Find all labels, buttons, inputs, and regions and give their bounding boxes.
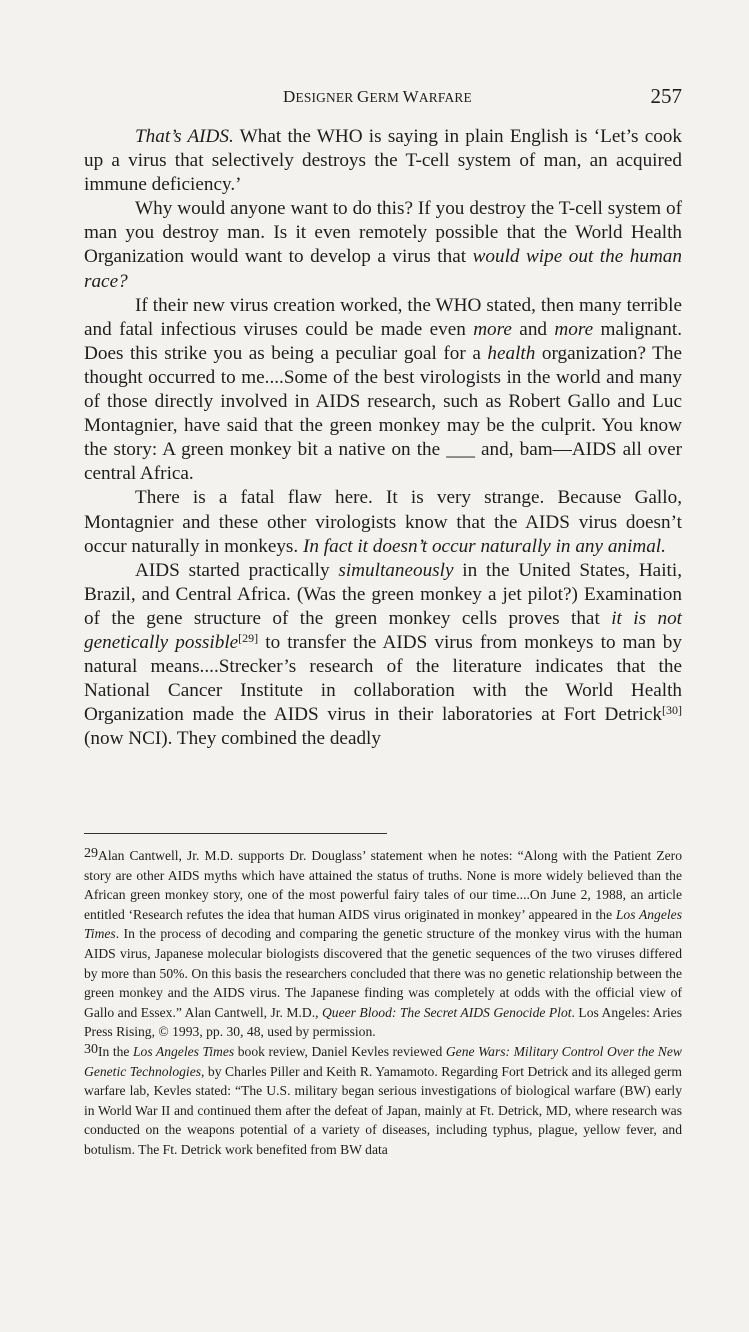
text-run: . In the process of decoding and comparing the genetic structure of the monkey virus with the human AIDS virus, Japanese molecular biologists discovered that the genetic sequences of the two viruses differed by more than 50%. On this basis the researchers concluded that there was no genetic relationship between the green monkey and the AIDS virus. The Japanese finding was completely at odds with the official view of Gallo and Essex.” Alan Cantwell, Jr. M.D., bbox=[84, 926, 682, 1020]
running-head-rest-1: ESIGNER bbox=[295, 90, 357, 105]
footnote-number: 29 bbox=[84, 846, 98, 861]
body-text bbox=[84, 125, 682, 751]
running-head bbox=[283, 87, 472, 107]
text-run: in the United States, Haiti, Brazil, and Central Africa. (Was the green monkey a jet pilot?) Examination of the gene structure of the green monkey cells proves that bbox=[84, 559, 682, 629]
running-head-initial-2: G bbox=[356, 87, 370, 106]
text-run: to transfer the AIDS virus from monkeys to man by natural means....Strecker’s research of the literature indicates that the National Cancer Institute in collaboration with the World Health Organization made the AIDS virus in their laboratories at Fort Detrick bbox=[84, 631, 682, 726]
italic-text: it is not genetically possible bbox=[84, 607, 682, 653]
text-run: and bbox=[511, 318, 555, 340]
italic-text: more bbox=[554, 318, 594, 340]
footnote-reference: [30] bbox=[662, 703, 682, 718]
text-run: There is a fatal flaw here. It is very strange. Because Gallo, Montagnier and these other virologists know that the AIDS virus doesn’t occur naturally in monkeys. bbox=[84, 487, 682, 557]
italic-text: Los Angeles Times bbox=[132, 1043, 235, 1059]
running-head-initial-1: D bbox=[283, 87, 296, 106]
page-header bbox=[84, 86, 682, 110]
italic-text: Queer Blood: The Secret AIDS Genocide Plot bbox=[321, 1004, 572, 1020]
text-run: (now NCI). They combined the deadly bbox=[84, 728, 381, 750]
paragraph-1 bbox=[84, 125, 682, 197]
text-run: If their new virus creation worked, the WHO stated, then many terrible and fatal infectious viruses could be made even bbox=[84, 294, 682, 340]
italic-text: Gene Wars: Military Control Over the New Genetic Technologies bbox=[84, 1043, 682, 1079]
italic-text: That’s AIDS. bbox=[135, 126, 234, 147]
italic-text: health bbox=[487, 342, 536, 364]
paragraph-5 bbox=[84, 559, 682, 752]
italic-text: more bbox=[473, 318, 512, 340]
footnote-1 bbox=[84, 846, 682, 1042]
footnote-reference: [29] bbox=[238, 630, 259, 645]
page-number: 257 bbox=[650, 84, 682, 108]
text-run: In the bbox=[98, 1043, 133, 1059]
italic-text: Los Angeles Times bbox=[84, 906, 682, 942]
text-run: . Los Angeles: Aries Press Rising, © 1993, pp. 30, 48, used by permission. bbox=[84, 1004, 683, 1040]
text-run: malignant. Does this strike you as being a peculiar goal for a bbox=[84, 318, 682, 364]
running-head-rest-2: ERM bbox=[369, 90, 403, 105]
footnotes bbox=[84, 846, 682, 1160]
running-head-rest-3: ARFARE bbox=[418, 90, 472, 105]
italic-text: simultaneously bbox=[338, 559, 454, 581]
paragraph-3 bbox=[84, 294, 682, 487]
paragraph-2 bbox=[84, 197, 682, 293]
text-run: Alan Cantwell, Jr. M.D. supports Dr. Douglass’ statement when he notes: “Along with the Patient Zero story are other AIDS myths which have attained the status of truths. None is more widely believed than the African green monkey story, one of the most powerful fairy tales of our time....On June 2, 1988, an article entitled ‘Research refutes the idea that human AIDS virus originated in monkey’ appeared in the bbox=[84, 848, 682, 922]
paragraph-4 bbox=[84, 486, 682, 558]
italic-text: In fact it doesn’t occur naturally in any animal. bbox=[303, 535, 666, 557]
text-run: organization? The thought occurred to me....Some of the best virologists in the world and many of those directly involved in AIDS research, such as Robert Gallo and Luc Montagnier, have said that the green monkey may be the culprit. You know the story: A green monkey bit a native on the ___ and, bam—AIDS all over central Africa. bbox=[84, 342, 682, 485]
footnote-2 bbox=[84, 1042, 682, 1160]
text-run: Why would anyone want to do this? If you destroy the T-cell system of man you destroy man. Is it even remotely possible that the World Health Organization would want to develop a virus that bbox=[84, 198, 682, 268]
footnote-rule bbox=[84, 833, 387, 834]
running-head-initial-3: W bbox=[402, 87, 419, 106]
text-run: , by Charles Piller and Keith R. Yamamoto. Regarding Fort Detrick and its alleged germ warfare lab, Kevles stated: “The U.S. military began serious investigations of biological warfare (BW) early in World War II and continued them after the defeat of Japan, mainly at Ft. Detrick, MD, where research was conducted on the weapons potential of a variety of diseases, including typhus, plague, yellow fever, and botulism. The Ft. Detrick work benefited from BW data bbox=[84, 1063, 682, 1157]
footnote-number: 30 bbox=[84, 1041, 98, 1057]
italic-text: would wipe out the human race? bbox=[84, 246, 682, 292]
text-run: What the WHO is saying in plain English is ‘Let’s cook up a virus that selectively destroys the T-cell system of man, an acquired immune deficiency.’ bbox=[84, 126, 682, 196]
text-run: AIDS started practically bbox=[135, 559, 339, 581]
text-run: book review, Daniel Kevles reviewed bbox=[234, 1043, 446, 1059]
